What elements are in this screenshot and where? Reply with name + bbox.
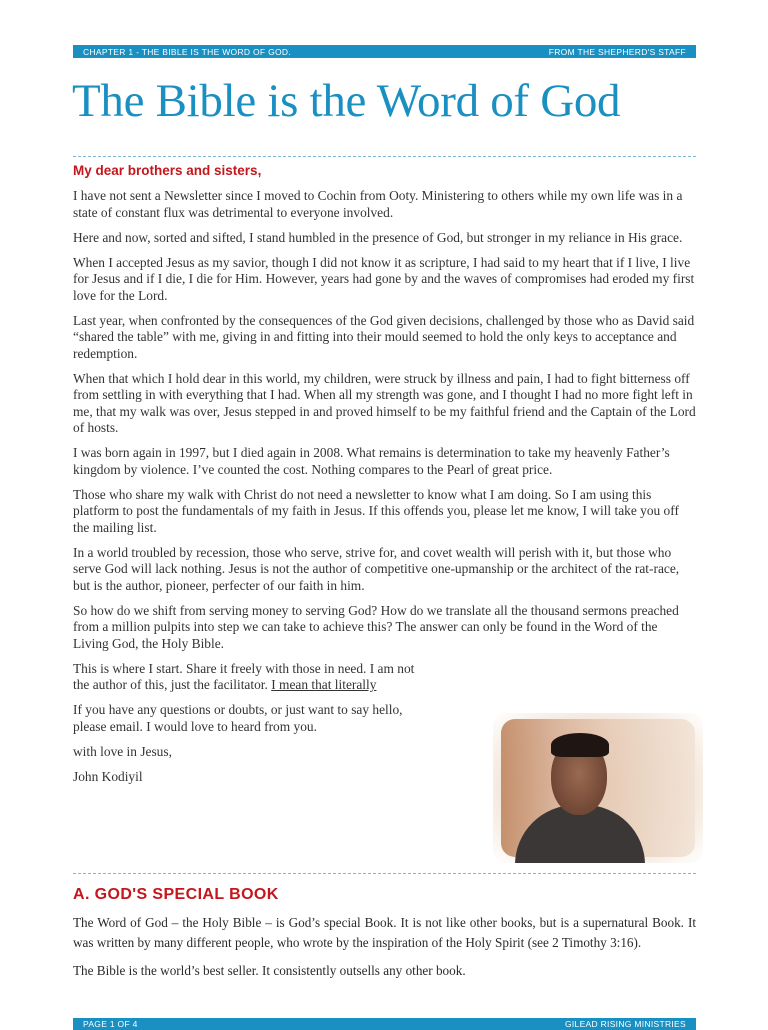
start-line-2: the author of this, just the facilitator. xyxy=(73,677,272,692)
page-number: PAGE 1 OF 4 xyxy=(83,1019,138,1029)
letter-paragraph: I was born again in 1997, but I died again in 2008. What remains is determination to take my heavenly Father’s kingdom by violence. I’ve counted the cost. Nothing compares to the Pearl of great price. xyxy=(73,445,670,477)
section-paragraph: The Word of God – the Holy Bible – is God’s special Book. It is not like other books, but is a supernatural Book. It was written by many different people, who wrote by the inspiration of the Holy Spirit (see 2 Timothy 3:16). xyxy=(73,915,696,950)
section-heading: A. GOD'S SPECIAL BOOK xyxy=(73,886,279,903)
letter-paragraph: So how do we shift from serving money to serving God? How do we translate all the thousand sermons preached from a million pulpits into step we can take to achieve this? The answer can only be found in the Word of the Living God, the Holy Bible. xyxy=(73,602,679,651)
section-body xyxy=(73,913,696,989)
letter-signature: John Kodiyil xyxy=(73,768,143,784)
photo-hair xyxy=(551,733,609,757)
title-divider xyxy=(73,156,696,157)
letter-paragraph: I have not sent a Newsletter since I moved to Cochin from Ooty. Ministering to others while my own life was in a state of constant flux was detrimental to everyone involved. xyxy=(73,188,683,220)
letter-paragraph: Those who share my walk with Christ do not need a newsletter to know what I am doing. So I am using this platform to post the fundamentals of my faith in Jesus. If this offends you, please let me know, I will take you off the mailing list. xyxy=(73,486,679,535)
author-photo xyxy=(493,713,703,863)
letter-paragraph: Here and now, sorted and sifted, I stand humbled in the presence of God, but stronger in my reliance in His grace. xyxy=(73,229,683,245)
letter-paragraph: When that which I hold dear in this world, my children, were struck by illness and pain, I had to fight bitterness off from settling in with everything that I had. When all my strength was gone, and I thought I had no more fight left in me, that my walk was over, Jesus stepped in and proved himself to be my faithful friend and the Captain of the Lord of hosts. xyxy=(73,370,696,435)
letter-paragraph: In a world troubled by recession, those who serve, strive for, and covet wealth will perish with it, but those who serve God will lack nothing. Jesus is not the author of competitive one-upmanship or the architect of the rat-race, but is the author, pioneer, perfecter of our faith in him. xyxy=(73,544,680,593)
ministry-label: GILEAD RISING MINISTRIES xyxy=(564,1019,686,1029)
source-label: FROM THE SHEPHERD'S STAFF xyxy=(548,46,686,57)
start-line-1: This is where I start. Share it freely with those in need. I am not xyxy=(73,660,415,676)
chapter-label: CHAPTER 1 - THE BIBLE IS THE WORD OF GOD. xyxy=(83,46,291,57)
underlined-phrase: I mean that literally xyxy=(271,677,377,692)
chapter-header-band xyxy=(73,45,696,58)
page-title: The Bible is the Word of God xyxy=(72,75,621,127)
page-footer-band xyxy=(73,1018,696,1030)
letter-paragraph: When I accepted Jesus as my savior, though I did not know it as scripture, I had said to my heart that if I live, I live for Jesus and if I die, I die for Him. However, years had gone by and the waves of compromises had eroded my first love for the Lord. xyxy=(73,254,695,303)
letter-body xyxy=(73,188,696,794)
contact-line-1: If you have any questions or doubts, or just want to say hello, xyxy=(73,702,403,717)
section-paragraph: The Bible is the world’s best seller. It consistently outsells any other book. xyxy=(73,963,466,978)
letter-closing: with love in Jesus, xyxy=(73,743,172,759)
letter-greeting: My dear brothers and sisters, xyxy=(73,163,262,178)
contact-line-2: please email. I would love to heard from you. xyxy=(73,718,317,734)
start-paragraph xyxy=(73,661,696,694)
section-divider xyxy=(73,873,696,874)
letter-paragraph: Last year, when confronted by the consequences of the God given decisions, challenged by those who as David said “shared the table” with me, giving in and fitting into their mould seemed to hold the only keys to acceptance and redemption. xyxy=(73,312,695,361)
